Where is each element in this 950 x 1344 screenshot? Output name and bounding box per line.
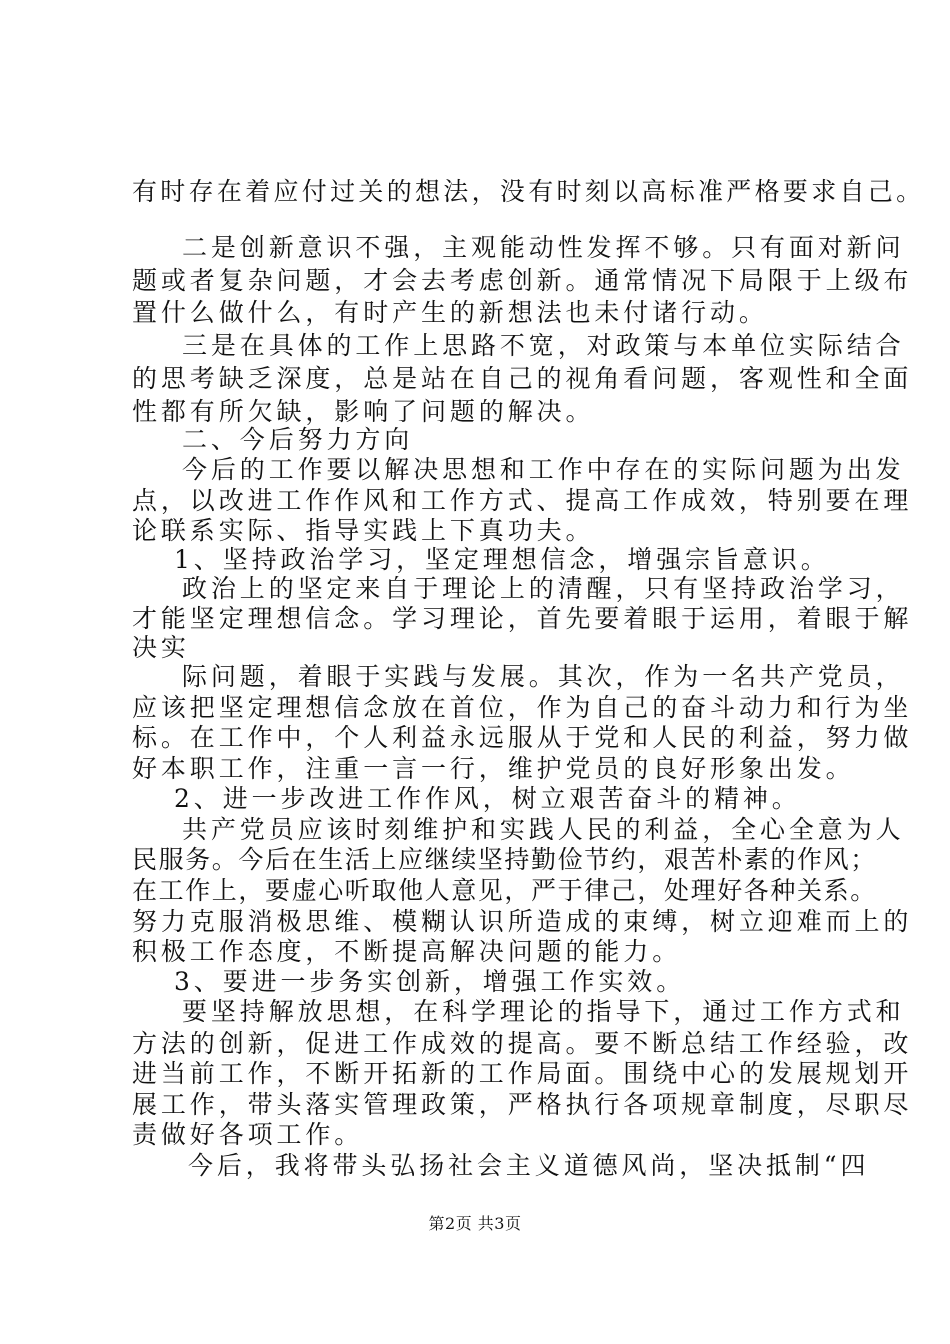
- section-heading: 二、今后努力方向: [182, 425, 414, 454]
- text-line: 置什么做什么，有时产生的新想法也未付诸行动。: [132, 298, 768, 327]
- text-line: 题或者复杂问题，才会去考虑创新。通常情况下局限于上级布: [132, 266, 913, 295]
- text-line: 性都有所欠缺，影响了问题的解决。: [132, 397, 595, 426]
- text-line: 努力克服消极思维、模糊认识所造成的束缚，树立迎难而上的: [132, 907, 913, 936]
- subsection-heading: 3、要进一步务实创新，增强工作实效。: [174, 967, 686, 996]
- text-line: 际问题，着眼于实践与发展。其次，作为一名共产党员，: [182, 662, 905, 691]
- text-line: 应该把坚定理想信念放在首位，作为自己的奋斗动力和行为坐: [132, 693, 913, 722]
- text-line: 有时存在着应付过关的想法，没有时刻以高标准严格要求自己。: [132, 177, 925, 206]
- text-line: 二是创新意识不强，主观能动性发挥不够。只有面对新问: [182, 233, 905, 262]
- text-line: 的思考缺乏深度，总是站在自己的视角看问题，客观性和全面: [132, 364, 913, 393]
- text-line: 点，以改进工作作风和工作方式、提高工作成效，特别要在理: [132, 486, 913, 515]
- text-line: 方法的创新，促进工作成效的提高。要不断总结工作经验，改: [132, 1029, 913, 1058]
- text-line: 标。在工作中，个人利益永远服从于党和人民的利益，努力做: [132, 723, 913, 752]
- text-line: 进当前工作，不断开拓新的工作局面。围绕中心的发展规划开: [132, 1059, 913, 1088]
- text-line: 共产党员应该时刻维护和实践人民的利益，全心全意为人: [182, 815, 905, 844]
- text-line: 今后，我将带头弘扬社会主义道德风尚，坚决抵制“四: [188, 1151, 870, 1180]
- text-line: 决实: [132, 633, 190, 662]
- subsection-heading: 2、进一步改进工作作风，树立艰苦奋斗的精神。: [174, 784, 801, 813]
- text-line: 积极工作态度，不断提高解决问题的能力。: [132, 937, 682, 966]
- text-line: 三是在具体的工作上思路不宽，对政策与本单位实际结合: [182, 331, 905, 360]
- text-line: 展工作，带头落实管理政策，严格执行各项规章制度，尽职尽: [132, 1090, 913, 1119]
- text-line: 政治上的坚定来自于理论上的清醒，只有坚持政治学习，: [182, 574, 905, 603]
- subsection-heading: 1、坚持政治学习，坚定理想信念，增强宗旨意识。: [174, 545, 830, 574]
- text-line: 论联系实际、指导实践上下真功夫。: [132, 516, 595, 545]
- text-line: 好本职工作，注重一言一行，维护党员的良好形象出发。: [132, 754, 855, 783]
- text-line: 责做好各项工作。: [132, 1120, 364, 1149]
- text-line: 要坚持解放思想，在科学理论的指导下，通过工作方式和: [182, 997, 905, 1026]
- text-line: 今后的工作要以解决思想和工作中存在的实际问题为出发: [182, 455, 905, 484]
- text-line: 在工作上，要虚心听取他人意见，严于律己，处理好各种关系。: [132, 876, 877, 905]
- text-line: 才能坚定理想信念。学习理论，首先要着眼于运用，着眼于解: [132, 604, 913, 633]
- page-number-footer: 第2页 共3页: [428, 1214, 522, 1233]
- text-line: 民服务。今后在生活上应继续坚持勤俭节约，艰苦朴素的作风；: [132, 845, 877, 874]
